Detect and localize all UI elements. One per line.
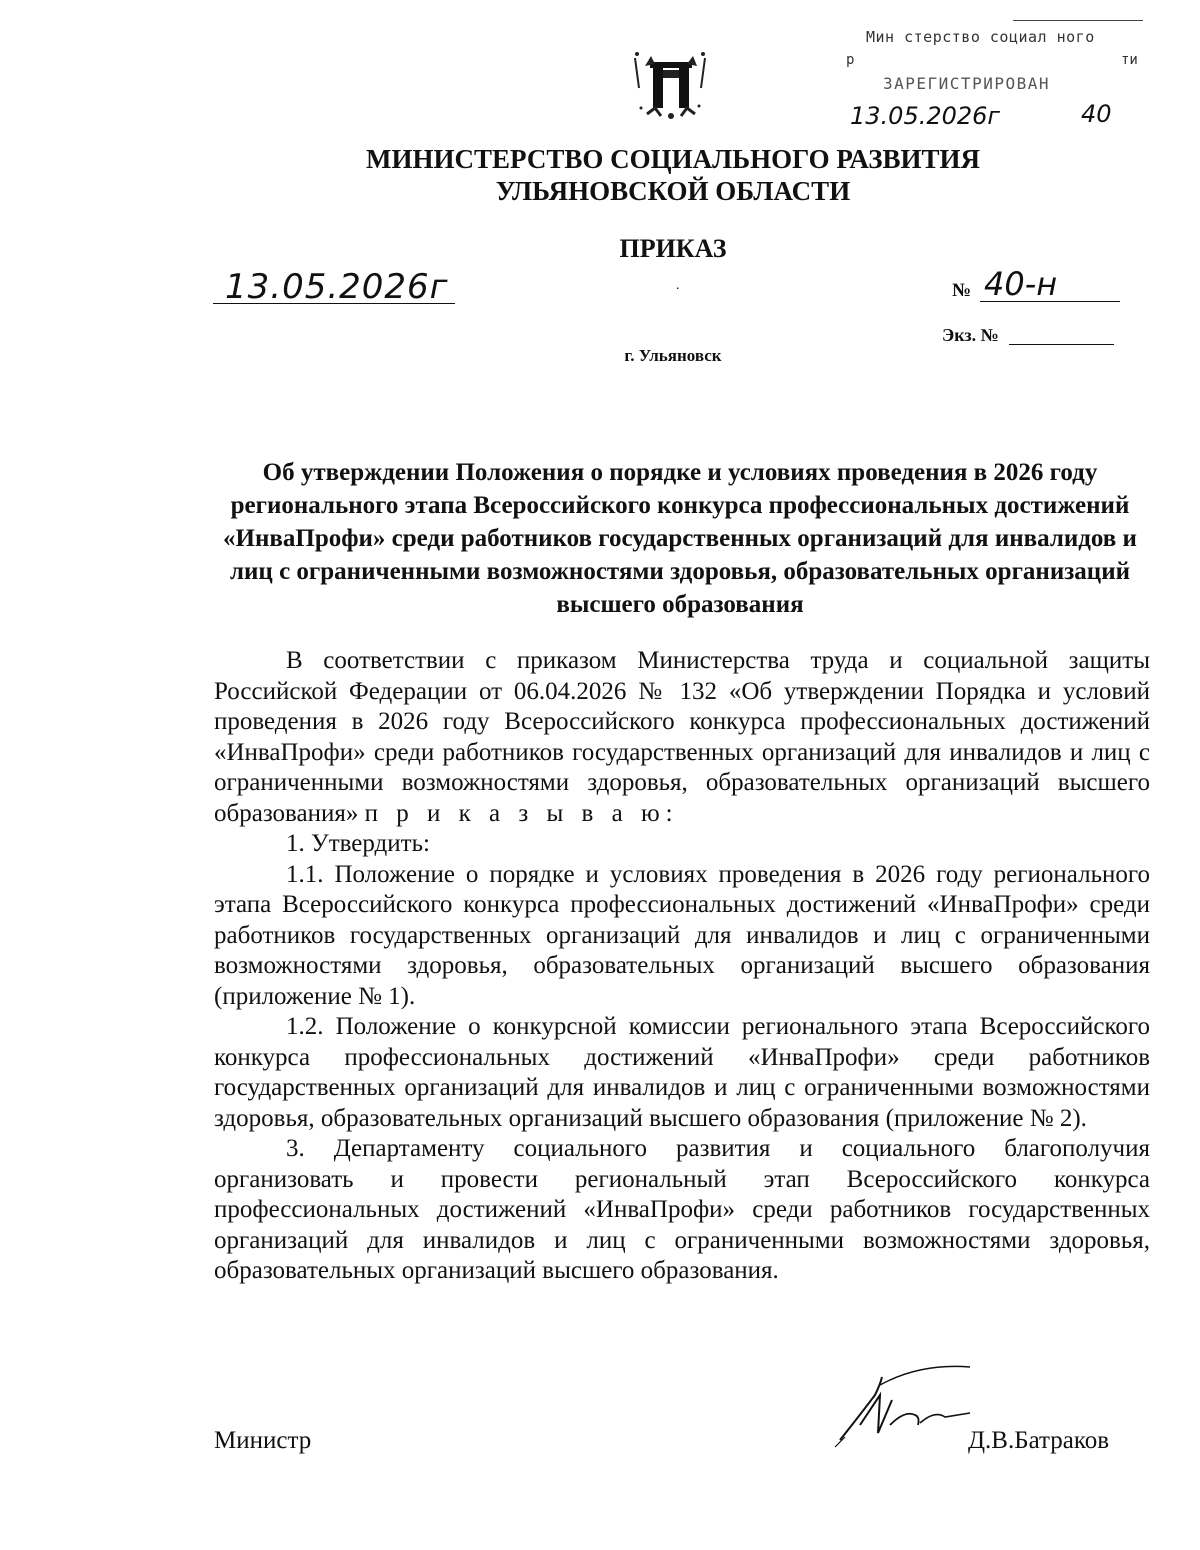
document-type: ПРИКАЗ	[619, 234, 727, 263]
stamp-fragment-left: р	[846, 52, 855, 68]
signer-position: Министр	[214, 1427, 312, 1454]
city: г. Ульяновск	[624, 346, 722, 365]
coat-of-arms-emblem	[625, 48, 715, 126]
order-date: 13.05.2026г	[225, 267, 449, 307]
stamp-registered-text: ЗАРЕГИСТРИРОВАН	[883, 74, 1050, 93]
intro-text: В соответствии с приказом Министерства труда и социальной защиты Российской Федерации от 06.04.2026 № 132 «Об утверждении Порядка и условий проведения в 2026 году Всероссийского конкурса профессиональных достижений «ИнваПрофи» среди работников государственных организаций для инвалидов и лиц с ограниченными возможностями здоровья, образовательных организаций высшего образования»	[214, 647, 1150, 827]
signer-name: Д.В.Батраков	[968, 1427, 1110, 1454]
stray-dot: .	[676, 278, 680, 293]
order-date-field	[213, 263, 455, 307]
intro-paragraph	[214, 646, 1150, 829]
stamp-handwritten-number: 40	[1081, 100, 1112, 128]
copy-number-label: Экз. №	[942, 325, 999, 345]
order-number-field	[980, 263, 1120, 302]
copy-number-line	[1009, 344, 1114, 345]
stamp-handwritten-date: 13.05.2026г	[850, 102, 1001, 130]
ministry-name-line2: УЛЬЯНОВСКОЙ ОБЛАСТИ	[495, 176, 851, 206]
stamp-fragment-right: ти	[1121, 52, 1138, 68]
item-3: 3. Департаменту социального развития и социального благополучия организовать и провести региональный этап Всероссийского конкурса профессиональных достижений «ИнваПрофи» среди работников государственных организаций для инвалидов и лиц с ограниченными возможностями здоровья, образовательных организаций высшего образования.	[214, 1135, 1150, 1284]
handwritten-signature	[820, 1355, 990, 1455]
item-1-1: 1.1. Положение о порядке и условиях проведения в 2026 году регионального этапа Всероссийского конкурса профессиональных достижений «ИнваПрофи» среди работников государственных организаций для инвалидов и лиц с ограниченными возможностями здоровья, образовательных организаций высшего образования (приложение № 1).	[214, 860, 1150, 1010]
ministry-name	[0, 143, 1200, 207]
item-1: 1. Утвердить:	[286, 830, 430, 857]
stamp-top-line	[1013, 20, 1143, 21]
stamp-ministry-text: Мин стерство социал ного	[866, 28, 1095, 46]
ministry-name-line1: МИНИСТЕРСТВО СОЦИАЛЬНОГО РАЗВИТИЯ	[366, 144, 980, 174]
order-number: 40-н	[984, 265, 1058, 303]
item-1-2: 1.2. Положение о конкурсной комиссии регионального этапа Всероссийского конкурса профессиональных достижений «ИнваПрофи» среди работников государственных организаций для инвалидов и лиц с ограниченными возможностями здоровья, образовательных организаций высшего образования (приложение № 2).	[214, 1013, 1150, 1132]
document-body	[214, 646, 1150, 1287]
order-verb: п р и к а з ы в а ю:	[364, 799, 679, 827]
order-number-sign: №	[952, 280, 972, 301]
registration-stamp	[838, 14, 1158, 134]
document-title: Об утверждении Положения о порядке и условиях проведения в 2026 году регионального этапа Всероссийского конкурса профессиональных достижений «ИнваПрофи» среди работников государственных организаций для инвалидов и лиц с ограниченными возможностями здоровья, образовательных организаций высшего образования	[223, 459, 1137, 618]
